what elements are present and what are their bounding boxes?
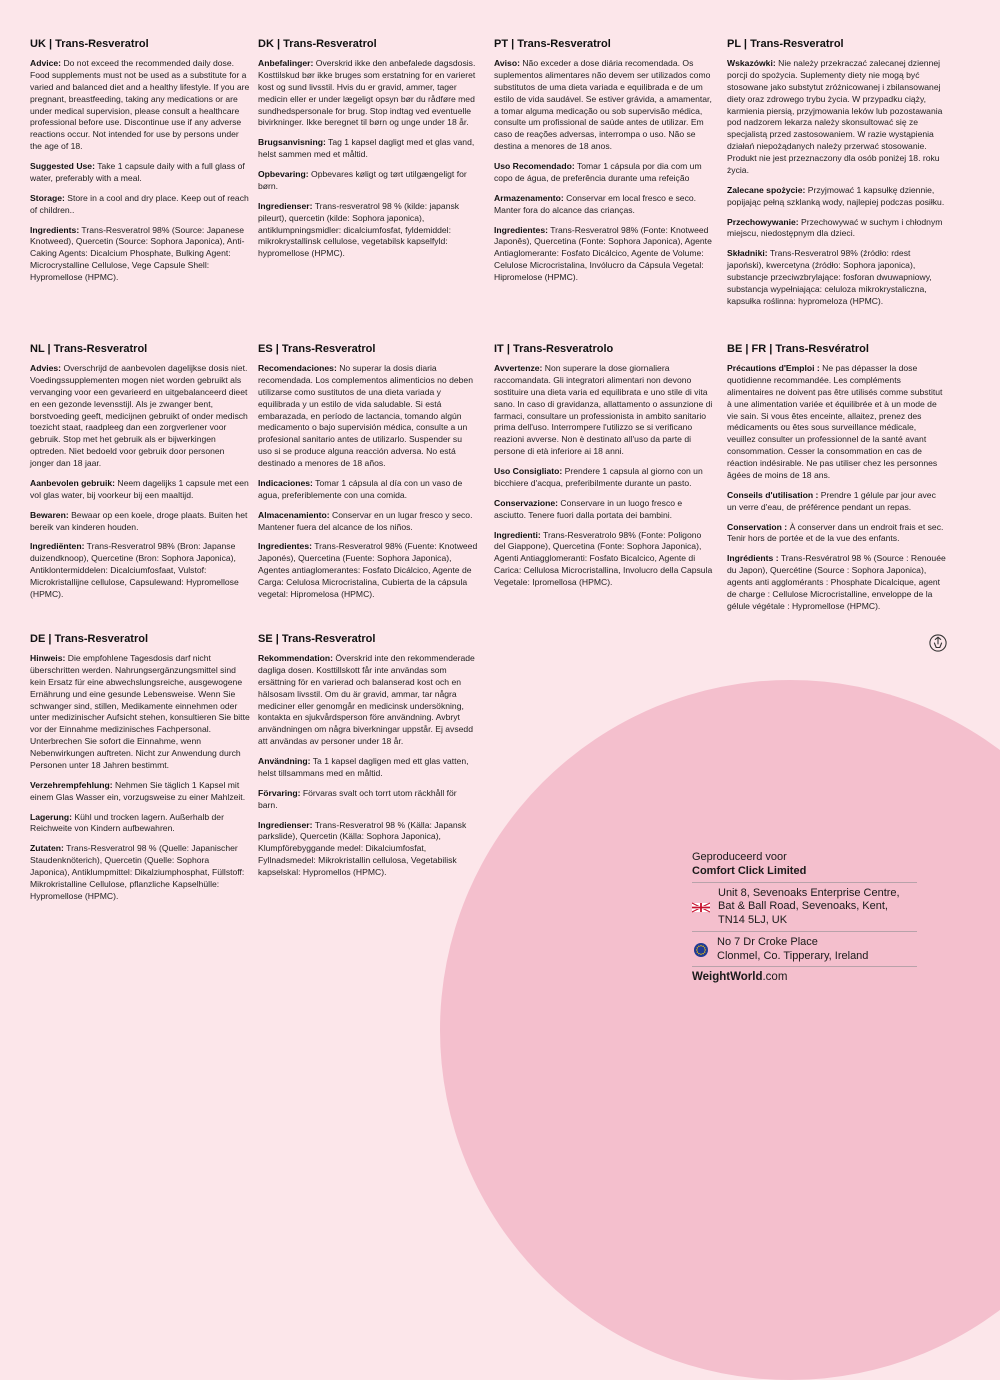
advice-paragraph: Aviso: Não exceder a dose diária recomendada. Os suplementos alimentares não devem ser utilizados como substitutos de uma dieta variada e equilibrada e de um estilo de vida saudável. Se estiver grávida, a amamentar, a tomar alguma medicação ou sob supervisão médica, consulte um profissional de saúde antes de utilizar. Em caso de reações adversas, interrompa o uso. Não se destina a menores de 18 anos.: [494, 58, 712, 152]
suggested-use-paragraph: Indicaciones: Tomar 1 cápsula al día con un vaso de agua, preferiblemente con una comida.: [258, 477, 463, 500]
section-uk: [30, 38, 250, 292]
advice-paragraph: Recomendaciones: No superar la dosis diaria recomendada. Los complementos alimenticios no deben utilizarse como sustitutos de una dieta variada y equilibrada y un estilo de vida saludable. Si está embarazada, en período de lactancia, tomando algún medicamento o bajo supervisión médica, consulte a un profesional sanitario antes de utilizarlo. Suspender su uso si se produce alguna reacción adversa. No está destinado a menores de 18 años.: [258, 363, 473, 469]
eu-flag-icon: [694, 943, 708, 957]
decorative-pink-circle: [440, 680, 1000, 1380]
ingredients-paragraph: Zutaten: Trans-Resveratrol 98 % (Quelle: Japanischer Staudenknöterich), Quercetin (Quelle: Sophora Japonica), Antiklumpmittel: Dikalziumphosphat, Füllstoff: Mikrokristalline Cellulose, pflanzliche Kapselhülle: Hypromellose (HPMC).: [30, 843, 245, 901]
uk-address: [692, 882, 917, 931]
storage-paragraph: Almacenamiento: Conservar en un lugar fresco y seco. Mantener fuera del alcance de los niños.: [258, 509, 473, 532]
ireland-address: [692, 931, 917, 967]
section-heading: DK | Trans-Resveratrol: [258, 38, 377, 50]
storage-paragraph: Lagerung: Kühl und trocken lagern. Außerhalb der Reichweite von Kindern aufbewahren.: [30, 811, 224, 834]
ingredients-paragraph: Ingrediënten: Trans-Resveratrol 98% (Bron: Japanse duizendknoop), Quercetine (Bron: Sophora Japonica), Antiklontermiddelen: Dicalciumfosfaat, Vulstof: Microkristallijne cellulose, Capsulewand: Hypromellose (HPMC).: [30, 541, 239, 599]
suggested-use-paragraph: Aanbevolen gebruik: Neem dagelijks 1 capsule met een vol glas water, bij voorkeur bij een maaltijd.: [30, 477, 249, 500]
section-be-fr: [727, 343, 947, 621]
advice-paragraph: Avvertenze: Non superare la dose giornaliera raccomandata. Gli integratori alimentari non devono sostituire una dieta varia ed equilibrata e uno stile di vita sano. In caso di gravidanza, allattamento o assunzione di farmaci, consultare un professionista in ambito sanitario prima dell'uso. Interrompere l'utilizzo se si verificano reazioni avverse. Non è destinato all'uso da parte di persone di età inferiore ai 18 anni.: [494, 363, 713, 457]
section-pt: [494, 38, 714, 292]
section-heading: SE | Trans-Resveratrol: [258, 633, 376, 645]
suggested-use-paragraph: Uso Recomendado: Tomar 1 cápsula por dia com um copo de água, de preferência durante uma refeição: [494, 161, 702, 183]
suggested-use-paragraph: Verzehrempfehlung: Nehmen Sie täglich 1 Kapsel mit einem Glas Wasser ein, vorzugsweise zu einer Mahlzeit.: [30, 779, 246, 802]
ireland-address-lines: No 7 Dr Croke Place Clonmel, Co. Tipperary, Ireland: [717, 935, 869, 962]
section-heading: IT | Trans-Resveratrolo: [494, 343, 614, 355]
section-heading: PL | Trans-Resveratrol: [727, 38, 844, 50]
advice-paragraph: Précautions d'Emploi : Ne pas dépasser la dose quotidienne recommandée. Les compléments alimentaires ne doivent pas être utilisés comme substitut à une alimentation variée et équilibrée et à un mode de vie sain. Si vous êtes enceinte, allaitez, prenez des médicaments ou êtes sous surveillance médicale, veuillez consulter un professionnel de la santé avant consommation. Cesser la consommation en cas de réaction indésirable. Ne pas utiliser chez les personnes âgées de moins de 18 ans.: [727, 363, 943, 480]
section-de: [30, 633, 250, 911]
suggested-use-paragraph: Zalecane spożycie: Przyjmować 1 kapsułkę dziennie, popijając pełną szklanką wody, najlepiej podczas posiłku.: [727, 184, 945, 207]
section-heading: DE | Trans-Resveratrol: [30, 633, 149, 645]
section-heading: NL | Trans-Resveratrol: [30, 343, 148, 355]
section-heading: UK | Trans-Resveratrol: [30, 38, 149, 50]
advice-paragraph: Advies: Overschrijd de aanbevolen dagelijkse dosis niet. Voedingssupplementen mogen niet worden gebruikt als vervanging voor een gevarieerd en uitgebalanceerd dieet en een gezonde levensstijl. Als je zwanger bent, borstvoeding geeft, medicijnen gebruikt of onder medisch toezicht staat, raadpleeg dan een zorgverlener voor gebruik. Stop met het gebruik als er bijwerkingen optreden. Niet bedoeld voor gebruik door personen jonger dan 18 jaar.: [30, 363, 248, 469]
suggested-use-paragraph: Brugsanvisning: Tag 1 kapsel dagligt med et glas vand, helst sammen med et måltid.: [258, 137, 475, 160]
ingredients-paragraph: Ingredienti: Trans-Resveratrolo 98% (Fonte: Poligono del Giappone), Quercetina (Fonte: Sophora Japonica), Agenti Antiagglomeranti: Fosfato Bicalcico, Agente di Carica: Cellulosa Microcristallina, Involucro della Capsula Vegetale: Ipromellosa (HPMC).: [494, 529, 713, 587]
company-name: Comfort Click Limited: [692, 864, 807, 877]
storage-paragraph: Bewaren: Bewaar op een koele, droge plaats. Buiten het bereik van kinderen houden.: [30, 509, 248, 532]
advice-paragraph: Rekommendation: Överskrid inte den rekommenderade dagliga dosen. Kosttillskott får inte användas som ersättning för en varierad och balanserad kost och en hälsosam livsstil. Om du är gravid, ammar, tar några mediciner eller genomgår en medicinsk undersökning, kontakta en sjukvårdsperson före användning. Avbryt användningen om några biverkningar uppstår. Ej avsedd att användas av personer under 18 år.: [258, 653, 475, 747]
section-pl: [727, 38, 947, 316]
uk-address-lines: Unit 8, Sevenoaks Enterprise Centre, Bat & Ball Road, Sevenoaks, Kent, TN14 5LJ, UK: [718, 886, 900, 926]
ingredients-paragraph: Ingredients: Trans-Resveratrol 98% (Source: Japanese Knotweed), Quercetin (Source: Sophora Japonica), Anti-Caking Agents: Dicalcium Phosphate, Bulking Agent: Microcrystalline Cellulose, Vege Capsule Shell: Hypromellose (HPMC).: [30, 224, 245, 282]
section-heading: ES | Trans-Resveratrol: [258, 343, 376, 355]
section-dk: [258, 38, 478, 268]
section-heading: BE | FR | Trans-Resvératrol: [727, 343, 869, 355]
ingredients-paragraph: Ingredientes: Trans-Resveratrol 98% (Fuente: Knotweed Japonés), Quercetina (Fuente: Sophora Japonica), Agentes antiaglomerantes: Fosfato Dicálcico, Agente de Carga: Celulosa Microcristalina, Cubierta de la cápsula vegetal: Hipromelosa (HPMC).: [258, 541, 478, 599]
suggested-use-paragraph: Suggested Use: Take 1 capsule daily with a full glass of water, preferably with a meal.: [30, 161, 245, 183]
ingredients-paragraph: Ingredienser: Trans-resveratrol 98 % (kilde: japansk pileurt), quercetin (kilde: Sophora japonica), antiklumpningsmidler: dicalciumfosfat, fyldemiddel: mikrokrystallinsk cellulose, vegetabilsk kapselfyld: hypromellose (HPMC).: [258, 200, 460, 259]
suggested-use-paragraph: Conseils d'utilisation : Prendre 1 gélule par jour avec un verre d'eau, de préférence pendant un repas.: [727, 489, 936, 512]
storage-paragraph: Conservazione: Conservare in un luogo fresco e asciutto. Tenere fuori dalla portata dei bambini.: [494, 497, 683, 520]
recycle-icon: [929, 634, 947, 652]
advice-paragraph: Wskazówki: Nie należy przekraczać zalecanej dziennej porcji do spożycia. Suplementy diety nie mogą być stosowane jako substytut zróżnicowanej i zbilansowanej diety oraz zdrowego trybu życia. W przypadku ciąży, karmienia piersią, przyjmowania leków lub pozostawania pod nadzorem lekarza należy skonsultować się ze specjalistą przed zastosowaniem. W razie wystąpienia działań niepożądanych należy przerwać stosowanie. Produkt nie jest przeznaczony dla osób poniżej 18. roku życia.: [727, 58, 943, 175]
advice-paragraph: Hinweis: Die empfohlene Tagesdosis darf nicht überschritten werden. Nahrungsergänzungsmittel sind kein Ersatz für eine abwechslungsreiche, ausgewogene Ernährung und eine gesunde Lebensweise. Wenn Sie schwanger sind, stillen, Medikamente einnehmen oder unter medizinischer Aufsicht stehen, konsultieren Sie bitte vor der Einnahme medizinisches Fachpersonal. Unterbrechen Sie sofort die Einnahme, wenn Nebenwirkungen auftreten. Nicht zur Anwendung durch Personen unter 18 Jahren bestimmt.: [30, 653, 250, 770]
produced-for-label: Geproduceerd voor: [692, 851, 787, 863]
ingredients-paragraph: Ingredientes: Trans-Resveratrol 98% (Fonte: Knotweed Japonês), Quercetina (Fonte: Sophora Japonica), Agente Antiaglomerante: Fosfato Dicálcico, Agente de Volume: Celulose Microcristalina, Invólucro da Cápsula Vegetal: Hipromelose (HPMC).: [494, 224, 712, 282]
storage-paragraph: Storage: Store in a cool and dry place. Keep out of reach of children..: [30, 192, 249, 215]
section-it: [494, 343, 714, 597]
storage-paragraph: Armazenamento: Conservar em local fresco e seco. Manter fora do alcance das crianças.: [494, 192, 697, 215]
storage-paragraph: Przechowywanie: Przechowywać w suchym i chłodnym miejscu, niedostępnym dla dzieci.: [727, 216, 943, 239]
section-es: [258, 343, 478, 609]
storage-paragraph: Conservation : À conserver dans un endroit frais et sec. Tenir hors de portée et de la vue des enfants.: [727, 521, 944, 544]
manufacturer-block: [692, 851, 917, 985]
website-brand: WeightWorld: [692, 971, 763, 984]
section-se: [258, 633, 478, 887]
website[interactable]: [692, 966, 917, 984]
ingredients-paragraph: Składniki: Trans-Resveratrol 98% (źródło: rdest japoński), kwercetyna (źródło: Sophora japonica), substancje przeciwzbrylające: fosforan dwuwapniowy, substancja wypełniająca: celuloza mikrokrystaliczna, kapsułka roślinna: hypromeloza (HPMC).: [727, 248, 932, 306]
suggested-use-paragraph: Uso Consigliato: Prendere 1 capsula al giorno con un bicchiere d'acqua, preferibilmente durante un pasto.: [494, 466, 703, 488]
uk-flag-icon: [692, 901, 710, 914]
section-heading: PT | Trans-Resveratrol: [494, 38, 611, 50]
storage-paragraph: Förvaring: Förvaras svalt och torrt utom räckhåll för barn.: [258, 787, 457, 810]
storage-paragraph: Opbevaring: Opbevares køligt og tørt utilgængeligt for børn.: [258, 169, 467, 191]
suggested-use-paragraph: Användning: Ta 1 kapsel dagligen med ett glas vatten, helst tillsammans med en måltid.: [258, 756, 469, 778]
section-nl: [30, 343, 250, 609]
advice-paragraph: Advice: Do not exceed the recommended daily dose. Food supplements must not be used as a substitute for a varied and balanced diet and a healthy lifestyle. If you are pregnant, breastfeeding, taking any medications or are under medical supervision, please consult a healthcare professional before use. Discontinue use if any adverse reactions occur. Not intended for use by persons under the age of 18.: [30, 58, 250, 152]
ingredients-paragraph: Ingrédients : Trans-Resvératrol 98 % (Source : Renouée du Japon), Quercétine (Source : Sophora Japonica), agents anti agglomérants : Phosphate Dicalcique, agent de charge : Cellulose Microcristalline, enveloppe de la gélule végétale : Hypromellose (HPMC).: [727, 553, 946, 611]
advice-paragraph: Anbefalinger: Overskrid ikke den anbefalede dagsdosis. Kosttilskud bør ikke bruges som erstatning for en varieret kost og sund livsstil. Hvis du er gravid, ammer, tager medicin eller er under lægeligt opsyn bør du rådføre med sundhedspersonale for brug. Stop indtag ved eventuelle bivirkninger. Ikke beregnet til børn og unge under 18 år.: [258, 58, 476, 128]
ingredients-paragraph: Ingredienser: Trans-Resveratrol 98 % (Källa: Japansk parkslide), Quercetin (Källa: Sophora Japonica), Klumpförebyggande medel: Dikalciumfosfat, Fyllnadsmedel: Mikrokristallin cellulosa, Vegetabilisk kapselskal: Hypromellos (HPMC).: [258, 819, 467, 877]
website-suffix: .com: [762, 971, 788, 984]
